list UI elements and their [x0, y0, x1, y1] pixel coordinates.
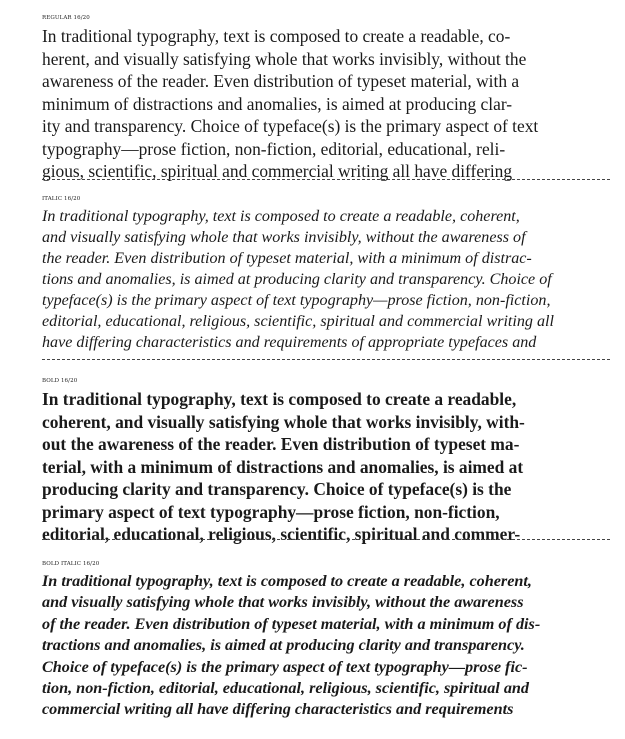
text-line: herent, and visually satisfying whole that works invisibly, without the	[42, 48, 527, 69]
dashed-divider	[42, 539, 610, 540]
text-line: Choice of typeface(s) is the primary aspect of text typography—prose fic-	[42, 657, 528, 676]
text-line: In traditional typography, text is composed to create a readable,	[42, 389, 517, 409]
text-line: tion, non-fiction, editorial, educational, religious, scientific, spiritual and	[42, 679, 530, 698]
specimen-text-bold	[42, 388, 602, 546]
specimen-bold	[42, 378, 602, 546]
text-line: awareness of the reader. Even distribution of typeset material, with a	[42, 71, 520, 91]
specimen-label-bold-italic: BOLD ITALIC 16/20	[42, 561, 100, 567]
dashed-divider	[42, 359, 610, 360]
text-line: commercial writing all have differing characteristics and requirements	[42, 700, 514, 719]
text-line: tions and anomalies, is aimed at producing clarity and transparency. Choice of	[42, 271, 552, 288]
text-line: terial, with a minimum of distractions and anomalies, is aimed at	[42, 456, 524, 477]
specimen-regular	[42, 15, 602, 183]
text-line: coherent, and visually satisfying whole that works invisibly, with-	[42, 411, 525, 432]
text-line: of the reader. Even distribution of typeset material, with a minimum of dis-	[42, 614, 541, 633]
text-line: producing clarity and transparency. Choice of typeface(s) is the	[42, 479, 512, 499]
text-line: typeface(s) is the primary aspect of text typography—prose fiction, non-fiction,	[42, 292, 551, 309]
text-line: tractions and anomalies, is aimed at producing clarity and transparency.	[42, 636, 525, 655]
text-line: the reader. Even distribution of typeset material, with a minimum of distrac-	[42, 250, 532, 267]
text-line: and visually satisfying whole that works invisibly, without the awareness	[42, 593, 524, 612]
dashed-divider	[42, 179, 610, 180]
specimen-text-regular	[42, 25, 602, 183]
text-line: primary aspect of text typography—prose fiction, non-fiction,	[42, 501, 500, 522]
specimen-label-bold: BOLD 16/20	[42, 378, 78, 384]
text-line: out the awareness of the reader. Even distribution of typeset ma-	[42, 434, 520, 454]
text-line: and visually satisfying whole that works invisibly, without the awareness of	[42, 229, 526, 246]
specimen-label-regular: REGULAR 16/20	[42, 15, 90, 21]
specimen-italic	[42, 196, 602, 353]
text-line: In traditional typography, text is composed to create a readable, co-	[42, 26, 511, 46]
text-line: In traditional typography, text is composed to create a readable, coherent,	[42, 572, 532, 590]
text-line: minimum of distractions and anomalies, is aimed at producing clar-	[42, 93, 513, 114]
specimen-label-italic: ITALIC 16/20	[42, 196, 81, 202]
specimen-text-italic	[42, 206, 602, 353]
text-line: gious, scientific, spiritual and commercial writing all have differing	[42, 161, 513, 181]
text-line: typography—prose fiction, non-fiction, editorial, educational, reli-	[42, 138, 506, 159]
specimen-text-bold-italic	[42, 571, 602, 721]
specimen-bold-italic	[42, 561, 602, 721]
text-line: editorial, educational, religious, scientific, spiritual and commercial writing all	[42, 313, 554, 330]
text-line: editorial, educational, religious, scientific, spiritual and commer-	[42, 524, 521, 544]
text-line: have differing characteristics and requirements of appropriate typefaces and	[42, 334, 537, 351]
text-line: In traditional typography, text is composed to create a readable, coherent,	[42, 208, 520, 225]
text-line: ity and transparency. Choice of typeface(s) is the primary aspect of text	[42, 116, 539, 136]
